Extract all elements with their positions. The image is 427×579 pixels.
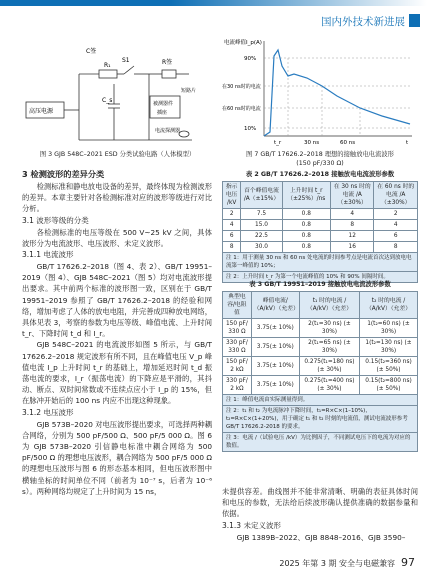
table-cell: 4 [374, 220, 418, 231]
table-cell: 12 [330, 231, 374, 242]
table-3-note-3: 注 3：电流 /（试验电压 /kV）为比例因子，不同测试电压下的电流为对应的数值。 [222, 433, 418, 452]
footer-journal: 2025 年第 3 期 安全与电磁兼容 [279, 559, 395, 568]
table-row [223, 319, 418, 338]
figure-7-caption: 图 7 GB/T 17626.2–2018 理想的接触放电电流波形 [246, 151, 394, 158]
label-ra: R签 [162, 59, 173, 66]
figure-3-circuit [24, 44, 202, 144]
label-r-top: R₁ [104, 62, 111, 69]
table-cell: 4 [330, 209, 374, 220]
subsection-3-1-2-title: 3.1.2 电压波形 [22, 407, 74, 417]
table-2-header: 首个峰值电流 /A（±15%） [241, 182, 282, 209]
table-cell: 2(t₁=30 ns) (± 30%) [299, 319, 359, 338]
table-cell: 16 [330, 242, 374, 253]
page-number: 97 [401, 556, 415, 569]
table-cell: 3.75(± 10%) [251, 319, 299, 338]
table-cell: 4 [223, 220, 241, 231]
figure-7-waveform [222, 36, 418, 146]
section-3-title: 3 检测波形的差异分类 [22, 169, 105, 179]
table-cell: 6 [374, 231, 418, 242]
table-row [223, 242, 418, 253]
label-short: 短路片 [181, 88, 197, 94]
table-2 [222, 181, 418, 283]
table-cell: 30.0 [241, 242, 282, 253]
table-row [223, 357, 418, 376]
table-cell: 150 pF/ 2 kΩ [223, 357, 252, 376]
section-header-title: 国内外技术新进展 [321, 16, 405, 28]
table-2-title: 表 2 GB/T 17626.2–2018 接触放电电流波形参数 [245, 171, 395, 178]
level-label-30ns: 在30 ns时的电流 [222, 84, 261, 90]
left-column [22, 168, 212, 497]
table-3-note-2: 注 2：t₁ 和 t₂ 为电流脉冲下降时间，t₁=R×C×(1–10%)，t₂=R×C×(1+20%)，用于确定 t₁ 和 t₂ 时刻的电流值，测试电流波形参考 GB/T 17626.2-2018 的要求。 [222, 406, 418, 433]
label-dut: 被测器件 [153, 101, 174, 107]
table-3-header-row [223, 292, 418, 319]
subsection-3-1-title: 3.1 波形等级的分类 [22, 215, 89, 225]
table-cell: 330 pF/ 2 kΩ [223, 376, 252, 395]
section-3-para-1: 检测标准和静电放电设备的差异，最终体现为检测波形的差异。本章主要针对各检测标准对应的波形等级进行对比分析。 [22, 182, 212, 214]
label-cap: C_s [102, 97, 113, 104]
table-3-header: t₂ 时的电流 /（A/kV）（允差） [360, 292, 418, 319]
label-socket: 插座 [157, 110, 168, 116]
table-3-header: 典型电容/电阻值 [223, 292, 252, 319]
page-footer [279, 556, 415, 569]
right-para-2: GJB 1389B–2022、GJB 8848–2016、GJB 3590– [236, 532, 406, 542]
table-cell: 7.5 [241, 209, 282, 220]
table-cell: 0.15(t₂=800 ns) (± 50%) [360, 376, 418, 395]
table-cell: 0.8 [282, 220, 330, 231]
table-row [223, 338, 418, 357]
table-cell: 2 [223, 209, 241, 220]
probe-ellipse [179, 131, 189, 137]
table-cell: 1(t₂=60 ns) (± 30%) [360, 319, 418, 338]
section-3-para-2: 各检测标准的电压等级在 500 V~25 kV 之间，具体波形分为电流波形、电压波形、未定义波形。 [22, 227, 212, 248]
waveform-curve [264, 50, 410, 136]
header-square-icon [409, 14, 420, 27]
tick-60ns: 60 ns [340, 140, 356, 146]
right-column [222, 486, 418, 543]
table-row [223, 220, 418, 231]
table-cell: 2(t₁=65 ns) (± 30%) [299, 338, 359, 357]
table-cell: 2 [374, 209, 418, 220]
table-3-header: 峰值电流/（A/kV）（允差） [251, 292, 299, 319]
table-row [223, 231, 418, 242]
table-cell: 0.8 [282, 231, 330, 242]
table-3-header: t₁ 时的电流 /（A/kV）（允差） [299, 292, 359, 319]
table-cell: 150 pF/ 330 Ω [223, 319, 252, 338]
table-cell: 330 pF/ 330 Ω [223, 338, 252, 357]
label-probe: 电流探测器 [155, 128, 181, 134]
figure-3-caption: 图 3 GJB 548C–2021 ESD 分类试验电路（人体模型） [39, 151, 196, 158]
table-2-header: 在 60 ns 时的电流 /A（±30%） [374, 182, 418, 209]
resistor-r2 [162, 70, 176, 78]
table-cell: 22.5 [241, 231, 282, 242]
subsection-3-1-3-title: 3.1.3 未定义波形 [222, 520, 281, 530]
subsection-3-1-1-title: 3.1.1 电流波形 [22, 250, 74, 260]
table-row [223, 376, 418, 395]
table-2-header: 上升时间 t_r（±25%）/ns [282, 182, 330, 209]
table-cell: 3.75(± 10%) [251, 357, 299, 376]
waveform-ylabel: 电流峰值I_p(A) [224, 40, 262, 46]
table-row [223, 209, 418, 220]
section-3-para-3: GB/T 17626.2–2018（图 4、表 2）、GB/T 19951–2019（图 4）、GJB 548C–2021（图 5）均对电流波形提出要求。其中前两个标准的波形图一致，区别在于 GB/T 19951–2019 参照了 GB/T 17626.2–2018 的经验和网络，增加考虑了人体的放电电阻，并完善成四种放电网络，具体见表 3，考察的参数为电压等级、峰值电流、上升时间 t_r、下降时间 t_d 和 I_r。 [22, 262, 212, 339]
table-2-note-2: 注 2：上升时间 t_r 为第一个电流峰值的 10% 和 90% 间隔时间。 [222, 272, 418, 283]
table-cell: 3.75(± 10%) [251, 376, 299, 395]
table-cell: 1(t₂=130 ns) (± 30%) [360, 338, 418, 357]
section-3-para-4: GJB 548C–2021 的电流波形如图 5 所示，与 GB/T 17626.2–2018 规定波形有所不同，且在峰值电压 V_p 峰值电流 I_p 上升时间 t_r 的基础上，增加延迟时间 t_d 振荡电流的要求，I_r（振荡电流）的下降应是平滑的，其抖动、断点、双时间常数或不连续点应小于 I_p 的 15%，但在脉冲开始后的 100 ns 内应不出现这种现象。 [22, 340, 212, 406]
table-cell: 15.0 [241, 220, 282, 231]
level-label-10: 10% [244, 126, 257, 132]
label-c-top: C签 [86, 48, 97, 55]
table-3-title: 表 3 GB/T 19951–2019 接触放电电流波形参数 [249, 281, 391, 288]
table-2-header: 指示电压 /kV [223, 182, 241, 209]
table-3 [222, 291, 418, 452]
table-2-note-1: 注 1：用于测量 30 ns 和 60 ns 处电流的时间参考点是电流首次达到放电电流第一峰值的 10%； [222, 253, 418, 272]
table-cell: 8 [330, 220, 374, 231]
table-cell: 0.8 [282, 209, 330, 220]
table-cell: 8 [374, 242, 418, 253]
header-bar [0, 0, 427, 6]
table-cell: 6 [223, 231, 241, 242]
x-axis-label: t [406, 140, 409, 146]
table-cell: 0.8 [282, 242, 330, 253]
tick-tr: t_r [274, 140, 282, 146]
table-cell: 0.275(t₁=400 ns) (± 30%) [299, 376, 359, 395]
table-cell: 0.15(t₂=360 ns) (± 50%) [360, 357, 418, 376]
level-label-60ns: 在60 ns时的电流 [222, 106, 261, 112]
right-para-1: 未提供容差。曲线图并不能非常清晰、明确的表征具体时间和电压的参数，无法给后续波形确认提供准确的数据参量和依据。 [222, 487, 418, 519]
table-cell: 3.75(± 10%) [251, 338, 299, 357]
figure-7-caption-sub: (150 pF/330 Ω) [296, 160, 344, 167]
label-hv-source: 高压电源 [29, 108, 54, 115]
label-switch: S1 [122, 57, 130, 64]
table-3-note-1: 注 1：峰值电流由实际测量得到。 [222, 395, 418, 406]
table-cell: 0.275(t₁=180 ns) (± 30%) [299, 357, 359, 376]
table-cell: 8 [223, 242, 241, 253]
table-2-header: 在 30 ns 时的电流 /A（±30%） [330, 182, 374, 209]
table-2-header-row [223, 182, 418, 209]
section-3-para-5: GJB 573B–2020 对电压波形提出要求，可选择两种耦合网络，分别为 500 pF/500 Ω、500 pF/5 000 Ω。图 6 为 GJB 573B–2020 引信静电标准中耦合网络为 500 pF/500 Ω 的理想电压波形，耦合网络为 500 pF/5 000 Ω 的理想电压波形与图 6 的形态基本相同，但电压波形图中横轴坐标的时间单位不同（前者为 10⁻⁷ s，后者为 10⁻⁶ s）。两种网络均规定了上升时间为 15 ns， [22, 419, 212, 496]
resistor-r1 [99, 70, 117, 78]
level-label-90: 90% [244, 56, 257, 62]
tick-30ns: 30 ns [304, 140, 320, 146]
